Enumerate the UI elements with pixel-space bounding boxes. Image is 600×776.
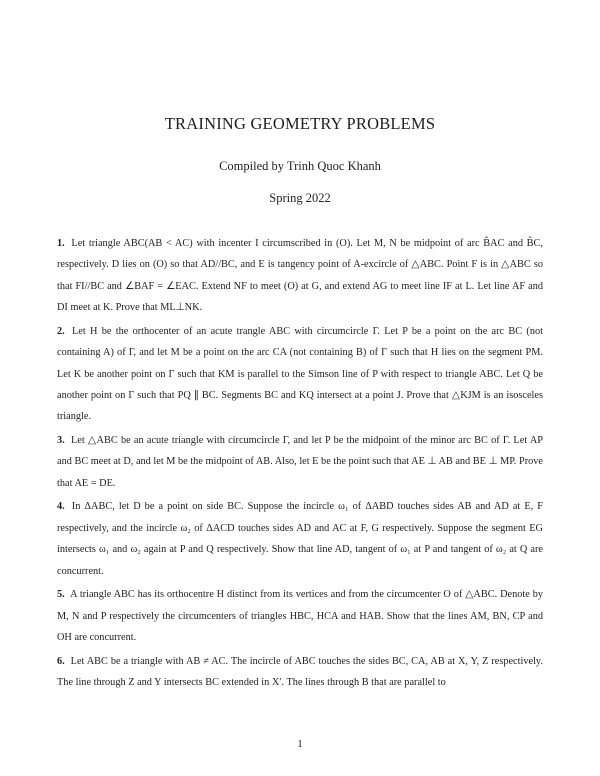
problem-2 xyxy=(57,321,543,428)
problem-number: 3. xyxy=(57,435,65,447)
problem-number: 4. xyxy=(57,501,65,513)
problem-number: 5. xyxy=(57,589,65,601)
problem-number: 1. xyxy=(57,238,65,249)
problem-list xyxy=(57,233,543,696)
problem-text: Let triangle ABC(AB < AC) with incenter I circumscribed in (O). Let M, N be midpoint of arc B̂AC and B̂C, respectively. D lies on (O) so that AD//BC, and E is tangency point of A-excircle of △ABC. Point F is in △ABC so that FI//BC and ∠BAF = ∠EAC. Extend NF to meet (O) at G, and extend AG to meet line IF at L. Let line AF and DI meet at K. Prove that ML⊥NK. xyxy=(57,238,543,314)
problem-text: Let ABC be a triangle with AB ≠ AC. The incircle of ABC touches the sides BC, CA, AB at X, Y, Z respectively. The line through Z and Y intersects BC extended in X′. The lines through B that are parallel to xyxy=(57,655,543,689)
problem-3 xyxy=(57,430,543,494)
document-author: Compiled by Trinh Quoc Khanh xyxy=(219,159,381,173)
problem-5 xyxy=(57,584,543,648)
problem-text: In ΔABC, let D be a point on side BC. Suppose the incircle ω₁ of ΔABD touches sides AB and AD at E, F respectively, and the incircle ω₂ of ΔACD touches sides AD and AC at F, G respectively. Suppose the segment EG intersects ω₁ and ω₂ again at P and Q respectively. Show that line AD, tangent of ω₁ at P and tangent of ω₂ at Q are concurrent. xyxy=(57,501,543,577)
problem-text: Let H be the orthocenter of an acute trangle ABC with circumcircle Γ. Let P be a point on the arc BC (not containing A) of Γ, and let M be a point on the arc CA (not containing B) of Γ such that H lies on the segment PM. Let K be another point on Γ such that KM is parallel to the Simson line of P with respect to triangle ABC. Let Q be another point on Γ such that PQ ∥ BC. Segments BC and KQ intersect at a point J. Prove that △KJM is an isosceles triangle. xyxy=(57,325,543,423)
document-date: Spring 2022 xyxy=(269,191,331,205)
problem-number: 2. xyxy=(57,325,65,337)
problem-6 xyxy=(57,651,543,694)
problem-text: Let △ABC be an acute triangle with circumcircle Γ, and let P be the midpoint of the minor arc BC of Γ. Let AP and BC meet at D, and let M be the midpoint of AB. Also, let E be the point such that AE ⊥ AB and BE ⊥ MP. Prove that AE = DE. xyxy=(57,435,543,489)
problem-4 xyxy=(57,496,543,582)
problem-number: 6. xyxy=(57,655,65,667)
problem-1 xyxy=(57,233,543,319)
problem-text: A triangle ABC has its orthocentre H distinct from its vertices and from the circumcenter O of △ABC. Denote by M, N and P respectively the circumcenters of triangles HBC, HCA and HAB. Show that the lines AM, BN, CP and OH are concurrent. xyxy=(57,589,543,644)
page-number: 1 xyxy=(297,738,303,750)
document-title: TRAINING GEOMETRY PROBLEMS xyxy=(164,114,436,133)
